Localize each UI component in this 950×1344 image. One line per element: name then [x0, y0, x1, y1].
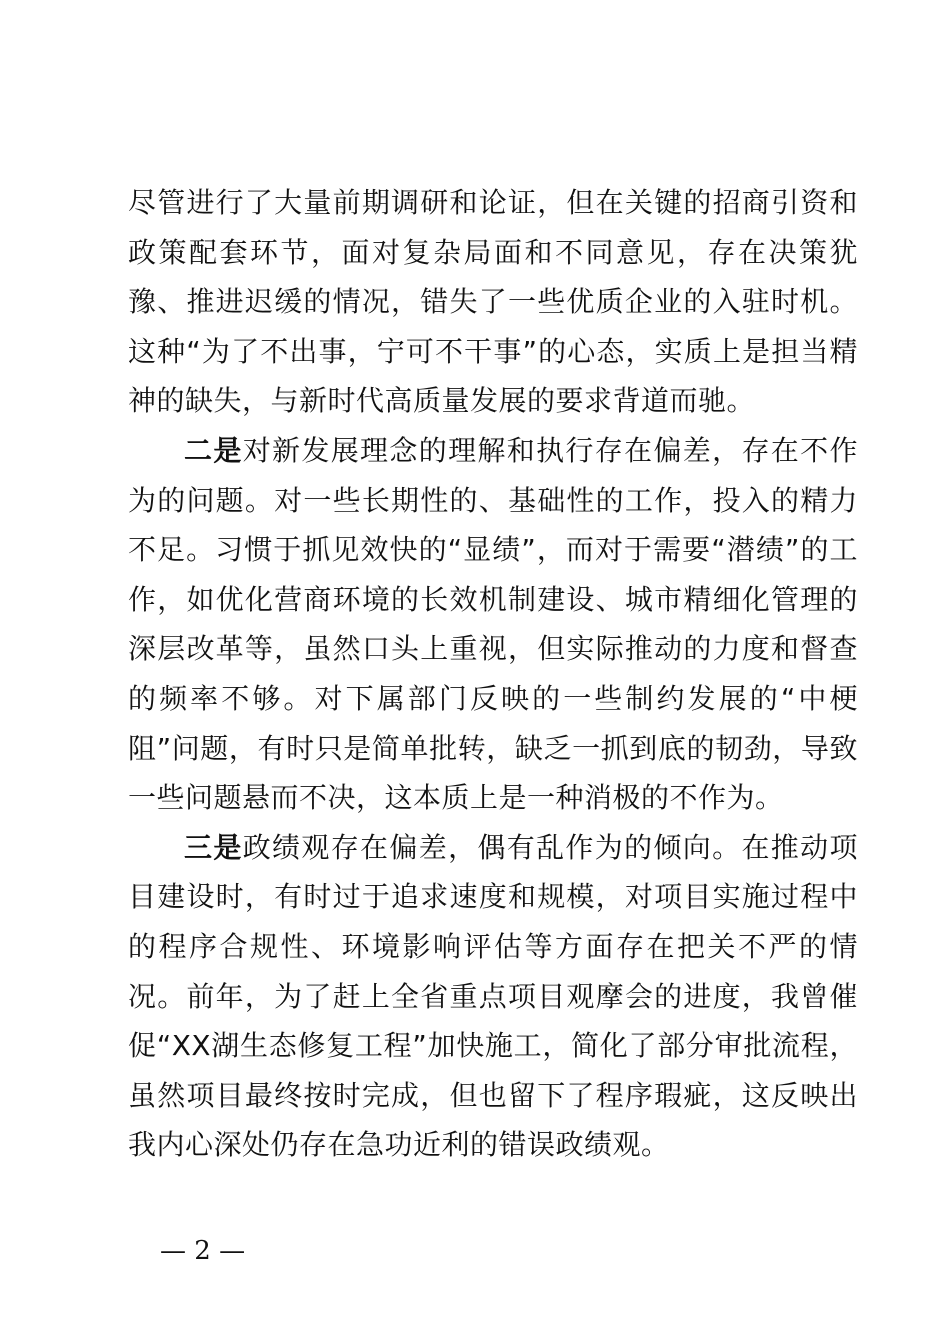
- page-number: — 2 —: [160, 1236, 246, 1266]
- paragraph-2: [128, 426, 858, 823]
- paragraph-1: [128, 178, 858, 426]
- paragraph-text: 对新发展理念的理解和执行存在偏差，存在不作为的问题。对一些长期性的、基础性的工作，投入的精力不足。习惯于抓见效快的“显绩”，而对于需要“潜绩”的工作，如优化营商环境的长效机制建设、城市精细化管理的深层改革等，虽然口头上重视，但实际推动的力度和督查的频率不够。对下属部门反映的一些制约发展的“中梗阻”问题，有时只是简单批转，缺乏一抓到底的韧劲，导致一些问题悬而不决，这本质上是一种消极的不作为。: [128, 433, 858, 815]
- paragraph-lead: 三是: [184, 830, 243, 864]
- paragraph-text: 政绩观存在偏差，偶有乱作为的倾向。在推动项目建设时，有时过于追求速度和规模，对项目实施过程中的程序合规性、环境影响评估等方面存在把关不严的情况。前年，为了赶上全省重点项目观摩会的进度，我曾催促“XX湖生态修复工程”加快施工，简化了部分审批流程，虽然项目最终按时完成，但也留下了程序瑕疵，这反映出我内心深处仍存在急功近利的错误政绩观。: [128, 830, 858, 1162]
- paragraph-text: 尽管进行了大量前期调研和论证，但在关键的招商引资和政策配套环节，面对复杂局面和不同意见，存在决策犹豫、推进迟缓的情况，错失了一些优质企业的入驻时机。这种“为了不出事，宁可不干事”的心态，实质上是担当精神的缺失，与新时代高质量发展的要求背道而驰。: [128, 186, 858, 418]
- body-text: [128, 178, 858, 1170]
- paragraph-lead: 二是: [184, 433, 243, 467]
- paragraph-3: [128, 823, 858, 1170]
